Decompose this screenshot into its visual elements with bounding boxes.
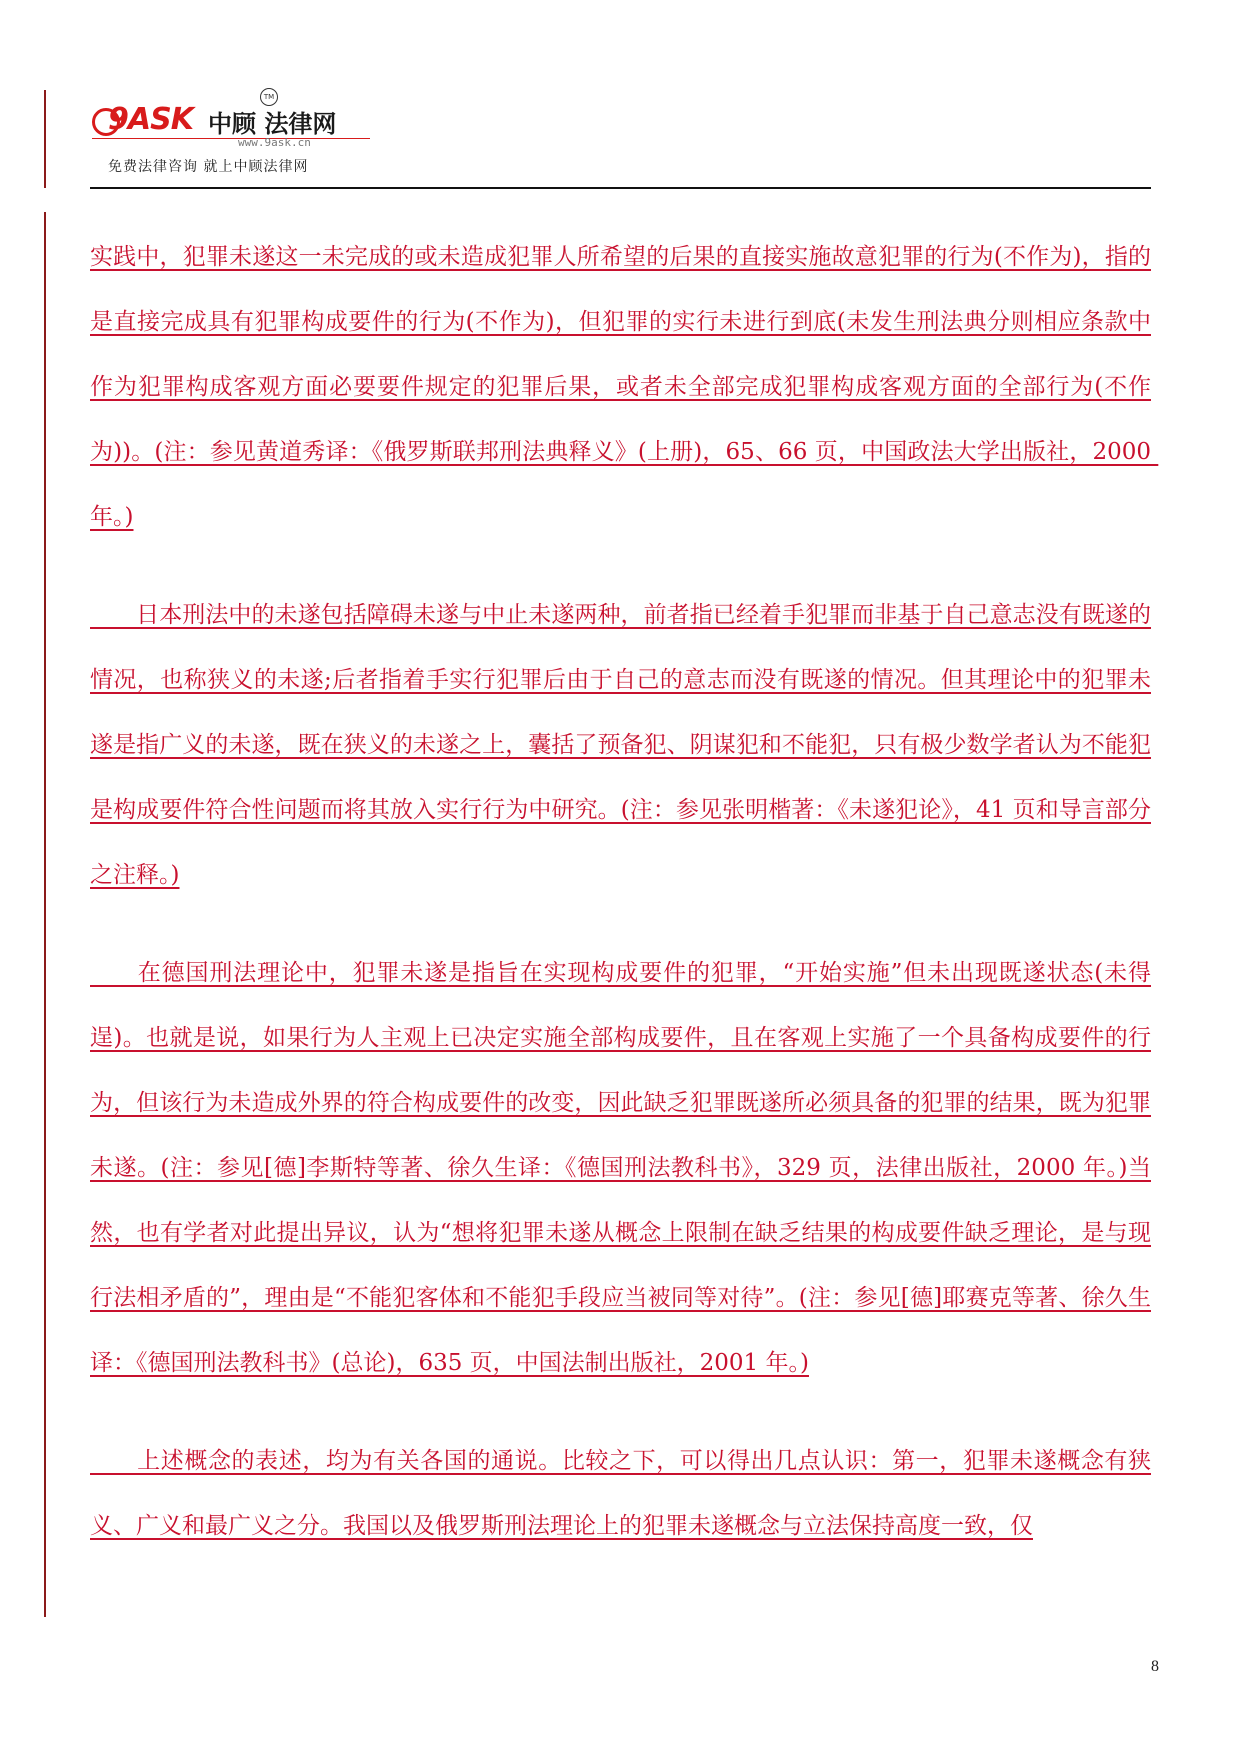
left-margin-rule-header <box>44 90 46 188</box>
logo-brand-text: 9ASK <box>108 102 193 137</box>
document-body <box>90 225 1159 1592</box>
header-divider <box>90 187 1151 189</box>
paragraph: 上述概念的表述，均为有关各国的通说。比较之下，可以得出几点认识：第一，犯罪未遂概念有狭义、广义和最广义之分。我国以及俄罗斯刑法理论上的犯罪未遂概念与立法保持高度一致，仅 <box>90 1448 1151 1539</box>
paragraph: 日本刑法中的未遂包括障碍未遂与中止未遂两种，前者指已经着手犯罪而非基于自己意志没有既遂的情况，也称狭义的未遂;后者指着手实行犯罪后由于自己的意志而没有既遂的情况。但其理论中的犯罪未遂是指广义的未遂，既在狭义的未遂之上，囊括了预备犯、阴谋犯和不能犯，只有极少数学者认为不能犯是构成要件符合性问题而将其放入实行行为中研究。(注：参见张明楷著：《未遂犯论》，41 页和导言部分之注释。) <box>90 602 1151 888</box>
logo-underline <box>92 138 370 139</box>
page-number: 8 <box>1151 1658 1159 1675</box>
paragraph: 实践中，犯罪未遂这一未完成的或未造成犯罪人所希望的后果的直接实施故意犯罪的行为(不作为)，指的是直接完成具有犯罪构成要件的行为(不作为)，但犯罪的实行未进行到底(未发生刑法典分则相应条款中作为犯罪构成客观方面必要要件规定的犯罪后果，或者未全部完成犯罪构成客观方面的全部行为(不作为))。(注：参见黄道秀译：《俄罗斯联邦刑法典释义》(上册)，65、66 页，中国政法大学出版社，2000 年。) <box>90 244 1159 530</box>
logo-url: www.9ask.cn <box>238 136 311 149</box>
paragraph: 在德国刑法理论中，犯罪未遂是指旨在实现构成要件的犯罪，“开始实施”但未出现既遂状态(未得逞)。也就是说，如果行为人主观上已决定实施全部构成要件，且在客观上实施了一个具备构成要件的行为，但该行为未造成外界的符合构成要件的改变，因此缺乏犯罪既遂所必须具备的犯罪的结果，既为犯罪未遂。(注：参见[德]李斯特等著、徐久生译：《德国刑法教科书》，329 页，法律出版社，2000 年。)当然，也有学者对此提出异议，认为“想将犯罪未遂从概念上限制在缺乏结果的构成要件缺乏理论，是与现行法相矛盾的”，理由是“不能犯客体和不能犯手段应当被同等对待”。(注：参见[德]耶赛克等著、徐久生译：《德国刑法教科书》(总论)，635 页，中国法制出版社，2001 年。) <box>90 960 1151 1376</box>
left-margin-rule-body <box>44 212 46 1617</box>
site-logo[interactable] <box>92 93 392 186</box>
trademark-icon: TM <box>260 88 278 106</box>
logo-chinese-name: 中顾 法律网 <box>208 110 337 138</box>
logo-slogan: 免费法律咨询 就上中顾法律网 <box>108 159 309 175</box>
